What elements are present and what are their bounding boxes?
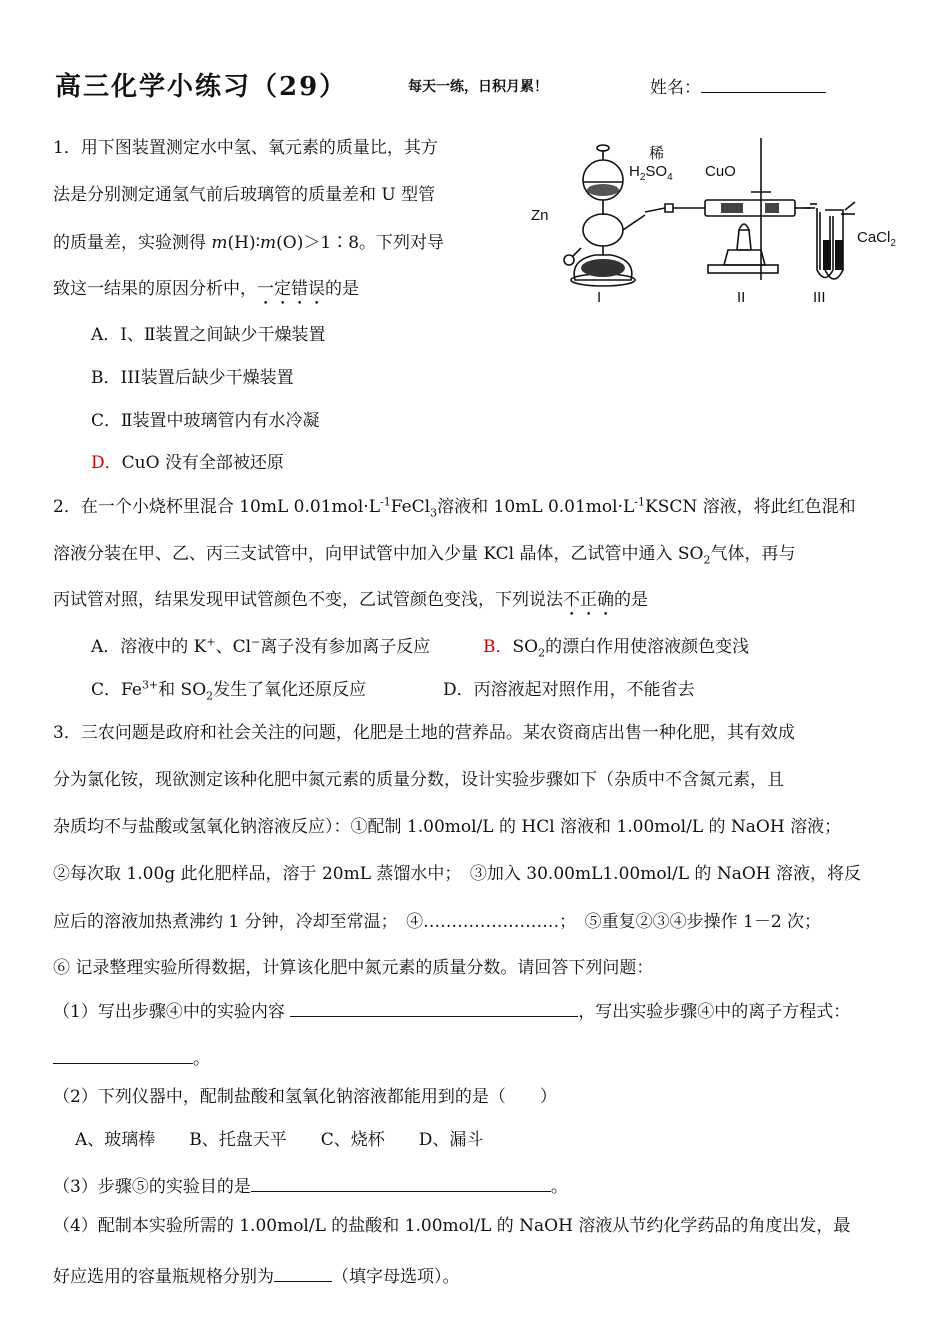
q1-line-4: 致这一结果的原因分析中，一定错误的是 — [53, 279, 359, 299]
answer-mark: D． — [91, 453, 122, 473]
q1-option-d: D．CuO 没有全部被还原 — [91, 453, 284, 473]
label-cuo: CuO — [705, 163, 736, 180]
q2-option-c: C．$Fe^{3+}$和 $SO_2$发生了氧化还原反应 — [91, 678, 367, 703]
q3-line-3: 杂质均不与盐酸或氢氧化钠溶液反应）：①配制 1.00mol/L 的 HCl 溶液和 1.00mol/L 的 NaOH 溶液； — [53, 817, 842, 837]
q2-line-3: 丙试管对照，结果发现甲试管颜色不变，乙试管颜色变浅，下列说法不正确的是 — [53, 590, 648, 610]
svg-text:H2SO4: $H_2SO_4$ — [629, 163, 673, 183]
q1-line-3: 的质量差，实验测得 m(H)∶m(O)＞1∶8。下列对导 — [53, 233, 445, 253]
q3-line-2: 分为氯化铵，现欲测定该种化肥中氮元素的质量分数，设计实验步骤如下（杂质中不含氮元素，且 — [53, 770, 784, 790]
answer-blank[interactable] — [251, 1173, 551, 1192]
q1-option-a: A．Ⅰ、Ⅱ装置之间缺少干燥装置 — [91, 325, 326, 345]
q3-line-6: ⑥ 记录整理实验所得数据，计算该化肥中氮元素的质量分数。请回答下列问题： — [53, 958, 654, 978]
answer-blank[interactable] — [53, 1045, 193, 1064]
emphasis-text: 一定错误 — [257, 279, 325, 299]
q1-line-2: 法是分别测定通氢气前后玻璃管的质量差和 U 型管 — [53, 185, 436, 205]
q2-line-1: 2．在一个小烧杯里混合 10mL $0.01mol\cdot L^{-1}FeCl_3$溶液和 10mL $0.01mol\cdot L^{-1}KSCN$ 溶液，将此红色混和 — [53, 495, 856, 520]
answer-mark: B． — [483, 637, 513, 657]
answer-blank[interactable] — [290, 998, 578, 1017]
label-dilute: 稀 — [649, 145, 665, 162]
q3-sub1-cont: 。 — [53, 1045, 210, 1069]
q1-line-1: 1．用下图装置测定水中氢、氧元素的质量比，其方 — [53, 138, 438, 158]
q1-option-c: C．Ⅱ装置中玻璃管内有水冷凝 — [91, 411, 320, 431]
slogan: 每天一练，日积月累！ — [408, 79, 548, 95]
q3-sub1: （1）写出步骤④中的实验内容 ，写出实验步骤④中的离子方程式： — [53, 998, 850, 1022]
label-II: II — [737, 289, 746, 306]
q3-line-5: 应后的溶液加热煮沸约 1 分钟，冷却至常温； ④……………………； ⑤重复②③④步操作 1－2 次； — [53, 912, 822, 932]
q2-option-d: D．丙溶液起对照作用，不能省去 — [443, 680, 695, 700]
answer-blank[interactable] — [274, 1263, 332, 1282]
svg-text:CaCl2: CaCl$_2$ — [857, 229, 896, 249]
q2-line-2: 溶液分装在甲、乙、丙三支试管中，向甲试管中加入少量 KCl 晶体，乙试管中通入 $SO_2$气体，再与 — [53, 544, 796, 567]
apparatus-diagram — [525, 130, 900, 310]
q2-option-b: B．$SO_2$的漂白作用使溶液颜色变浅 — [483, 637, 750, 660]
name-blank[interactable] — [701, 74, 826, 93]
name-label: 姓名： — [650, 78, 701, 98]
q2-option-a: A．溶液中的 K+、Cl−离子没有参加离子反应 — [91, 635, 431, 657]
q1-option-b: B．III装置后缺少干燥装置 — [91, 368, 294, 388]
name-field — [650, 74, 826, 98]
label-I: I — [597, 289, 602, 306]
label-III: III — [813, 289, 826, 306]
q3-sub4: （4）配制本实验所需的 1.00mol/L 的盐酸和 1.00mol/L 的 NaOH 溶液从节约化学药品的角度出发，最 — [53, 1216, 851, 1236]
q3-sub4-cont: 好应选用的容量瓶规格分别为 （填字母选项）。 — [53, 1263, 460, 1287]
page-title: 高三化学小练习（29） — [55, 72, 348, 102]
q3-sub2: （2）下列仪器中，配制盐酸和氢氧化钠溶液都能用到的是（ ） — [53, 1087, 557, 1107]
q3-sub2-options: A、玻璃棒 B、托盘天平 C、烧杯 D、漏斗 — [75, 1130, 484, 1150]
q3-sub3: （3）步骤⑤的实验目的是 。 — [53, 1173, 568, 1197]
label-zn: Zn — [531, 207, 549, 224]
q3-line-1: 3．三农问题是政府和社会关注的问题，化肥是土地的营养品。某农资商店出售一种化肥，其有效成 — [53, 723, 795, 743]
q3-line-4: ②每次取 1.00g 此化肥样品，溶于 20mL 蒸馏水中； ③加入 30.00mL1.00mol/L 的 NaOH 溶液，将反 — [53, 864, 862, 884]
emphasis-text: 不正确 — [563, 590, 614, 610]
